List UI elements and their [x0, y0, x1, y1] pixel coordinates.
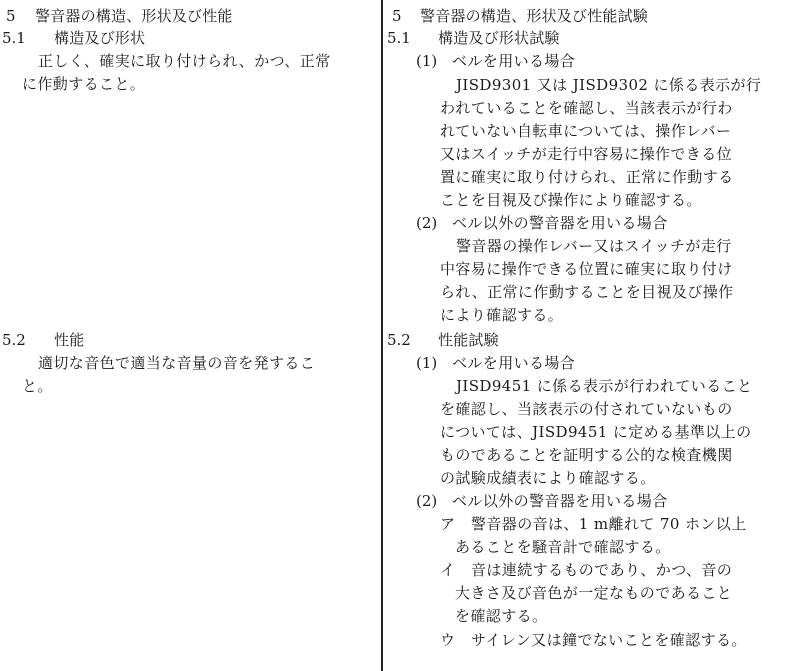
- paragraph-line: JISD9451 に係る表示が行われていること: [456, 377, 753, 395]
- subitem-marker: ア: [440, 515, 456, 533]
- subsection-number: 5.1: [387, 29, 411, 47]
- item-heading: ベル以外の警音器を用いる場合: [452, 492, 668, 510]
- item-marker: (2): [416, 214, 438, 232]
- column-divider: [381, 0, 383, 671]
- subsection-heading: 構造及び形状: [54, 29, 146, 47]
- item-heading: ベルを用いる場合: [452, 354, 576, 372]
- paragraph-line: 適切な音色で適当な音量の音を発するこ: [38, 354, 316, 372]
- subitem-marker: イ: [440, 561, 456, 579]
- item-marker: (2): [416, 492, 438, 510]
- paragraph-line: 警音器の操作レバー又はスイッチが走行: [456, 237, 732, 255]
- subitem-marker: ウ: [440, 631, 456, 649]
- item-heading: ベルを用いる場合: [452, 52, 576, 70]
- paragraph-line: JISD9301 又は JISD9302 に係る表示が行: [456, 76, 762, 94]
- paragraph-line: 音は連続するものであり、かつ、音の: [471, 561, 733, 579]
- subsection-number: 5.1: [2, 29, 26, 47]
- paragraph-line: 警音器の音は、1 m離れて 70 ホン以上: [471, 515, 747, 533]
- paragraph-line: により確認する。: [440, 306, 564, 324]
- paragraph-line: れていない自転車については、操作レバー: [440, 122, 732, 140]
- paragraph-line: を確認し、当該表示の付されていないもの: [440, 400, 733, 418]
- section-title: 警音器の構造、形状及び性能: [35, 7, 233, 25]
- section-number: 5: [392, 7, 402, 25]
- paragraph-line: サイレン又は鐘でないことを確認する。: [471, 631, 747, 649]
- item-marker: (1): [416, 52, 438, 70]
- paragraph-line: 又はスイッチが走行中容易に操作できる位: [440, 145, 733, 163]
- paragraph-line: と。: [22, 377, 53, 395]
- paragraph-line: ことを目視及び操作により確認する。: [440, 191, 702, 209]
- paragraph-line: 大きさ及び音色が一定なものであること: [455, 584, 733, 602]
- subsection-number: 5.2: [387, 331, 411, 349]
- paragraph-line: 置に確実に取り付けられ、正常に作動する: [440, 168, 734, 186]
- item-marker: (1): [416, 354, 438, 372]
- section-title: 警音器の構造、形状及び性能試験: [420, 7, 649, 25]
- section-number: 5: [6, 7, 16, 25]
- paragraph-line: 中容易に操作できる位置に確実に取り付け: [440, 260, 733, 278]
- paragraph-line: 正しく、確実に取り付けられ、かつ、正常: [38, 52, 331, 70]
- item-heading: ベル以外の警音器を用いる場合: [452, 214, 668, 232]
- paragraph-line: われていることを確認し、当該表示が行わ: [440, 99, 733, 117]
- paragraph-line: ものであることを証明する公的な検査機関: [440, 446, 733, 464]
- subsection-number: 5.2: [2, 331, 26, 349]
- paragraph-line: に作動すること。: [22, 75, 146, 93]
- paragraph-line: の試験成績表により確認する。: [440, 469, 656, 487]
- paragraph-line: あることを騒音計で確認する。: [455, 538, 671, 556]
- paragraph-line: を確認する。: [455, 607, 548, 625]
- paragraph-line: られ、正常に作動することを目視及び操作: [440, 283, 734, 301]
- subsection-heading: 性能試験: [438, 331, 499, 349]
- subsection-heading: 構造及び形状試験: [438, 29, 560, 47]
- paragraph-line: については、JISD9451 に定める基準以上の: [440, 423, 752, 441]
- subsection-heading: 性能: [54, 331, 85, 349]
